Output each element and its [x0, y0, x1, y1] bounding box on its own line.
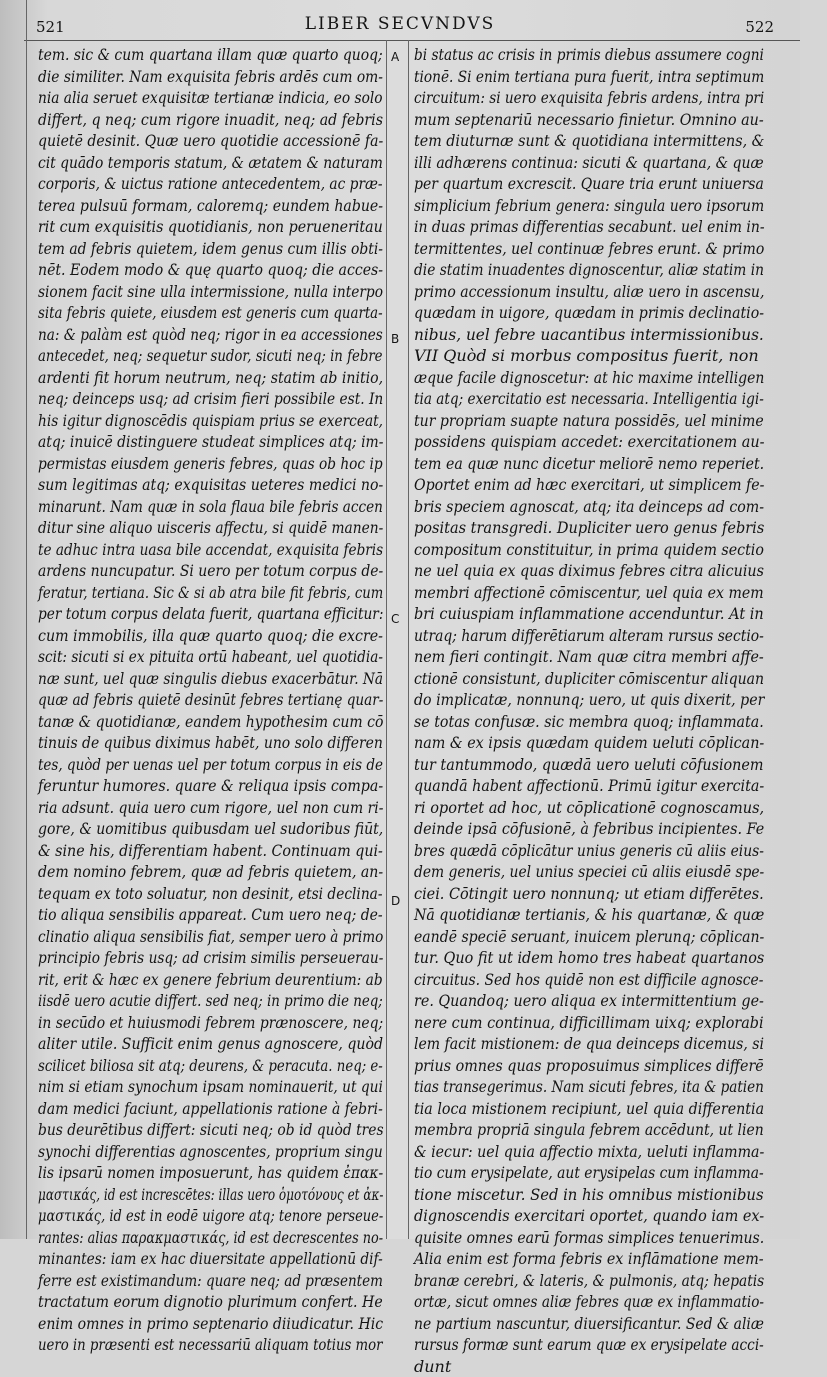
right-column-text-line: possidens quispiam accedet: exercitationem au-: [414, 431, 764, 453]
left-column-text-line: næ sunt, uel quæ singulis diebus exacerbātur. Nā: [38, 668, 383, 690]
right-column-text-line: tia loca mistionem recipiunt, uel quia differentia: [414, 1098, 764, 1120]
right-column-text-line: simplicium febrium genera: singula uero ipsorum: [414, 195, 764, 217]
right-column-text-line: æque facile dignoscetur: at hic maxime intelligen: [414, 367, 764, 389]
left-column-text-line: tinuis de quibus diximus habēt, uno solo differen: [38, 732, 383, 754]
margin-marker-c: C: [391, 612, 399, 626]
right-column-text-line: lem facit mistionem: de qua deinceps dicemus, si: [414, 1033, 764, 1055]
right-column-text-line: tionē. Si enim tertiana pura fuerit, intra septimum: [414, 66, 764, 88]
running-title: LIBER SECVNDVS: [0, 14, 800, 34]
right-column-text-line: nem fieri contingit. Nam quæ citra membri affe-: [414, 646, 764, 668]
column-rule-left: [386, 40, 387, 1239]
left-column-text-line: ardenti fit horum neutrum, neq; statim ab initio,: [38, 367, 383, 389]
right-column-text-line: ne partium nascuntur, diuersificantur. Sed & aliæ: [414, 1313, 764, 1335]
right-column-text-line: se totas confusæ. sic membra quoq; inflammata.: [414, 711, 764, 733]
left-column-text-line: te adhuc intra uasa bile accendat, exquisita febris: [38, 539, 383, 561]
left-column-text-line: synochi differentias agnoscentes, proprium singu: [38, 1141, 383, 1163]
right-column-text-line: re. Quandoq; uero aliqua ex intermittentium ge-: [414, 990, 764, 1012]
right-column-text-line: Alia enim est forma febris ex inflāmatione mem-: [414, 1248, 764, 1270]
right-column-text-line: membri affectionē cōmiscentur, uel quia ex mem: [414, 582, 764, 604]
left-column-text-line: feruntur humores. quare & reliqua ipsis compa-: [38, 775, 383, 797]
left-column-text-line: corporis, & uictus ratione antecedentem, ac præ-: [38, 173, 383, 195]
right-column-text-line: ri oportet ad hoc, ut cōplicationē cognoscamus,: [414, 797, 764, 819]
left-column-text-line: minarunt. Nam quæ in sola flaua bile febris accen: [38, 496, 383, 518]
left-column-text-line: tractatum eorum dignotio plurimum confert. He: [38, 1291, 383, 1313]
right-column-text-line: utraq; harum differētiarum alteram rursus sectio-: [414, 625, 764, 647]
left-column-text-line: bus deurētibus differt: sicuti neq; ob id quòd tres: [38, 1119, 383, 1141]
right-column-text-line: nam & ex ipsis quædam quidem ueluti cōplican-: [414, 732, 764, 754]
left-column-text-line: neq; deinceps usq; ad crisim fieri possibile est. In: [38, 388, 383, 410]
left-column-text-line: tanæ & quotidianæ, eandem hypothesim cum cō: [38, 711, 383, 733]
left-column-text-line: atq; inuicē distinguere studeat simplices atq; im-: [38, 431, 383, 453]
left-column-text-line: tequam ex toto soluatur, non desinit, etsi declina-: [38, 883, 383, 905]
right-column-text-line: tem diuturnæ sunt & quotidiana intermittens, &: [414, 130, 764, 152]
right-column-text-line: bres quædā cōplicātur unius generis cū aliis eius-: [414, 840, 764, 862]
left-column-text-line: per totum corpus delata fuerit, quartana efficitur:: [38, 603, 383, 625]
left-column-text-line: enim omnes in primo septenario diiudicatur. Hic: [38, 1313, 383, 1335]
left-column-text-line: tem ad febris quietem, idem genus cum illis obti-: [38, 238, 383, 260]
left-column-text-line: cum immobilis, illa quæ quarto quoq; die excre-: [38, 625, 383, 647]
right-column-text-line: deinde ipsā cōfusionē, à febribus incipientes. Fe: [414, 818, 764, 840]
right-column-text-line: Nā quotidianæ tertianis, & his quartanæ, & quæ: [414, 904, 764, 926]
right-column-text-line: ctionē consistunt, dupliciter cōmiscentur aliquan: [414, 668, 764, 690]
right-column-text-line: per quartum excrescit. Quare tria erunt uniuersa: [414, 173, 764, 195]
left-column-text-line: sionem facit sine ulla intermissione, nulla interpo: [38, 281, 383, 303]
right-column-text-line: tur propriam suapte natura possidēs, uel minime: [414, 410, 764, 432]
left-column-text-line: tio aliqua sensibilis appareat. Cum uero neq; de-: [38, 904, 383, 926]
left-column-text-line: rantes: alias παρακμαστικάς, id est decrescentes no-: [38, 1227, 383, 1249]
right-column-text-line: circuitus. Sed hos quidē non est difficile agnosce-: [414, 969, 764, 991]
left-column-text-line: μαστικάς, id est increscētes: illas uero ὁμοτόνους et ἀκ-: [38, 1184, 383, 1206]
left-column-text-line: die similiter. Nam exquisita febris ardēs cum om-: [38, 66, 383, 88]
left-column-text-line: quietē desinit. Quæ uero quotidie accessionē fa-: [38, 130, 383, 152]
left-column-text-line: dem nomino febrem, quæ ad febris quietem, an-: [38, 861, 383, 883]
right-column-text-line: quisite omnes earū formas simplices tenuerimus.: [414, 1227, 764, 1249]
right-column-text-line: dunt: [414, 1356, 764, 1377]
left-column-text-line: ria adsunt. quia uero cum rigore, uel non cum ri-: [38, 797, 383, 819]
right-column-text-line: ciei. Cōtingit uero nonnunq; ut etiam differētes.: [414, 883, 764, 905]
right-column-text-line: bris speciem agnoscat, atq; ita deinceps ad com-: [414, 496, 764, 518]
left-column-text-line: ferre est existimandum: quare neq; ad præsentem: [38, 1270, 383, 1292]
left-column-text-line: permistas eiusdem generis febres, quas ob hoc ip: [38, 453, 383, 475]
right-column-text-line: branæ cerebri, & lateris, & pulmonis, atq; hepatis: [414, 1270, 764, 1292]
left-column-text-line: iisdē uero acutie differt. sed neq; in primo die neq;: [38, 990, 383, 1012]
left-column-text-line: his igitur dignoscēdis quispiam prius se exerceat,: [38, 410, 383, 432]
left-column-text-line: rit cum exquisitis quotidianis, non perueneritau: [38, 216, 383, 238]
right-column-text-line: tia atq; exercitatio est necessaria. Intelligentia igi-: [414, 388, 764, 410]
right-column-text-line: tur tantummodo, quædā uero ueluti cōfusionem: [414, 754, 764, 776]
left-column-text-line: aliter utile. Sufficit enim genus agnoscere, quòd: [38, 1033, 383, 1055]
left-column-text-line: nia alia seruet exquisitæ tertianæ indicia, eo solo: [38, 87, 383, 109]
right-column-text-line: termittentes, uel continuæ febres erunt. & primo: [414, 238, 764, 260]
left-column-text-line: differt, q neq; cum rigore inuadit, neq; ad febris: [38, 109, 383, 131]
left-column-text-line: antecedet, neq; sequetur sudor, sicuti neq; in febre: [38, 345, 383, 367]
left-column-text-line: & sine his, differentiam habent. Continuam qui-: [38, 840, 383, 862]
left-column-text-line: dam medici faciunt, appellationis ratione à febri-: [38, 1098, 383, 1120]
left-column-text-line: minantes: iam ex hac diuersitate appellationū dif-: [38, 1248, 383, 1270]
margin-marker-d: D: [391, 894, 400, 908]
right-column-text-line: nibus, uel febre uacantibus intermissionibus.: [414, 324, 764, 346]
right-column-text-line: tem ea quæ nunc dicetur meliorē nemo reperiet.: [414, 453, 764, 475]
left-column-text-line: in secūdo et huiusmodi febrem prænoscere, neq;: [38, 1012, 383, 1034]
right-column-text-line: dignoscendis exercitari oportet, quando iam ex-: [414, 1205, 764, 1227]
right-column-text-line: tias transegerimus. Nam sicuti febres, ita & patien: [414, 1076, 764, 1098]
left-column-text-line: gore, & uomitibus quibusdam uel sudoribus fiūt,: [38, 818, 383, 840]
right-column-text-line: die statim inuadentes dignoscentur, aliæ statim in: [414, 259, 764, 281]
margin-marker-b: B: [391, 332, 399, 346]
left-column-text-line: cit quādo temporis statum, & ætatem & naturam: [38, 152, 383, 174]
left-column-text-line: sita febris quiete, eiusdem est generis cum quarta-: [38, 302, 383, 324]
left-column-text-line: tem. sic & cum quartana illam quæ quarto quoq;: [38, 44, 383, 66]
right-column-text-line: membra propriā singula febrem accēdunt, ut lien: [414, 1119, 764, 1141]
left-column-text-line: feratur, tertiana. Sic & si ab atra bile fit febris, cum: [38, 582, 383, 604]
left-column-text-line: uero in præsenti est necessariū aliquam totius mor: [38, 1334, 383, 1356]
right-column-text-line: positas transgredi. Dupliciter uero genus febris: [414, 517, 764, 539]
header-rule: [24, 40, 800, 41]
left-column-text-line: lis ipsarū nomen imposuerunt, has quidem ἐπακ-: [38, 1162, 383, 1184]
right-column-text-line: ortæ, sicut omnes aliæ febres quæ ex inflammatio-: [414, 1291, 764, 1313]
right-column-text-line: compositum constituitur, in prima quidem sectio: [414, 539, 764, 561]
right-column-text-line: in duas primas differentias secabunt. uel enim in-: [414, 216, 764, 238]
page-number-left: 521: [36, 18, 65, 36]
right-column-text-line: tur. Quo fit ut idem homo tres habeat quartanos: [414, 947, 764, 969]
left-column-text-line: na: & palàm est quòd neq; rigor in ea accessiones: [38, 324, 383, 346]
left-column-text-line: principio febris usq; ad crisim similis perseuerau-: [38, 947, 383, 969]
right-column-text-line: Oportet enim ad hæc exercitari, ut simplicem fe-: [414, 474, 764, 496]
right-column-text-line: nere cum continua, difficillimam uixq; explorabi: [414, 1012, 764, 1034]
right-column-text-line: bri cuiuspiam inflammatione accenduntur. At in: [414, 603, 764, 625]
right-column-text-line: tio cum erysipelate, aut erysipelas cum inflamma-: [414, 1162, 764, 1184]
left-column-text-line: nēt. Eodem modo & quę quarto quoq; die acces-: [38, 259, 383, 281]
left-column-text-line: rit, erit & hæc ex genere febrium deurentium: ab: [38, 969, 383, 991]
right-column-text-line: bi status ac crisis in primis diebus assumere cogni: [414, 44, 764, 66]
right-column-text-line: illi adhærens continua: sicuti & quartana, & quæ: [414, 152, 764, 174]
right-column-text-line: ne uel quia ex quas diximus febres citra alicuius: [414, 560, 764, 582]
running-header: [0, 14, 800, 40]
left-column-text-line: nim si etiam synochum ipsam nominauerit, ut qui: [38, 1076, 383, 1098]
right-column-text-line: circuitum: si uero exquisita febris ardens, intra pri: [414, 87, 764, 109]
left-column-text-line: ardens nuncupatur. Si uero per totum corpus de-: [38, 560, 383, 582]
right-column-text-line: do implicatæ, nonnunq; uero, ut quis dixerit, per: [414, 689, 764, 711]
left-column-text-line: quæ ad febris quietē desinūt febres tertianę quar-: [38, 689, 383, 711]
column-rule-right: [408, 40, 409, 1239]
left-column-text-line: sum legitimas atq; exquisitas ueteres medici no-: [38, 474, 383, 496]
left-column-text-line: μαστικάς, id est in eodē uigore atq; tenore perseue-: [38, 1205, 383, 1227]
text-column-right: [414, 44, 764, 1377]
right-column-text-line: rursus formæ sunt earum quæ ex erysipelate acci-: [414, 1334, 764, 1356]
left-column-text-line: terea pulsuū formam, caloremq; eundem habue-: [38, 195, 383, 217]
left-column-text-line: scit: sicuti si ex pituita ortū habeant, uel quotidia-: [38, 646, 383, 668]
page-number-right: 522: [745, 18, 774, 36]
right-column-text-line: VII Quòd si morbus compositus fuerit, non: [414, 345, 764, 367]
text-column-left: [38, 44, 383, 1356]
right-column-text-line: prius omnes quas proposuimus simplices differē: [414, 1055, 764, 1077]
right-column-text-line: eandē speciē seruant, inuicem plerunq; cōplican-: [414, 926, 764, 948]
right-column-text-line: quandā habent affectionū. Primū igitur exercita-: [414, 775, 764, 797]
left-margin-rule: [26, 0, 27, 1239]
right-column-text-line: tione miscetur. Sed in his omnibus mistionibus: [414, 1184, 764, 1206]
left-column-text-line: tes, quòd per uenas uel per totum corpus in eis de: [38, 754, 383, 776]
right-column-text-line: primo accessionum insultu, aliæ uero in ascensu,: [414, 281, 764, 303]
margin-marker-a: A: [391, 50, 399, 64]
right-column-text-line: & iecur: uel quia affectio mixta, ueluti inflamma-: [414, 1141, 764, 1163]
left-column-text-line: clinatio aliqua sensibilis fiat, semper uero à primo: [38, 926, 383, 948]
right-column-text-line: quædam in uigore, quædam in primis declinatio-: [414, 302, 764, 324]
left-column-text-line: ditur sine aliquo uisceris affectu, si quidē manen-: [38, 517, 383, 539]
right-column-text-line: mum septenariū necessario finietur. Omnino au-: [414, 109, 764, 131]
right-column-text-line: dem generis, uel unius speciei cū aliis eiusdē spe-: [414, 861, 764, 883]
left-column-text-line: scilicet biliosa sit atq; deurens, & peracuta. neq; e-: [38, 1055, 383, 1077]
